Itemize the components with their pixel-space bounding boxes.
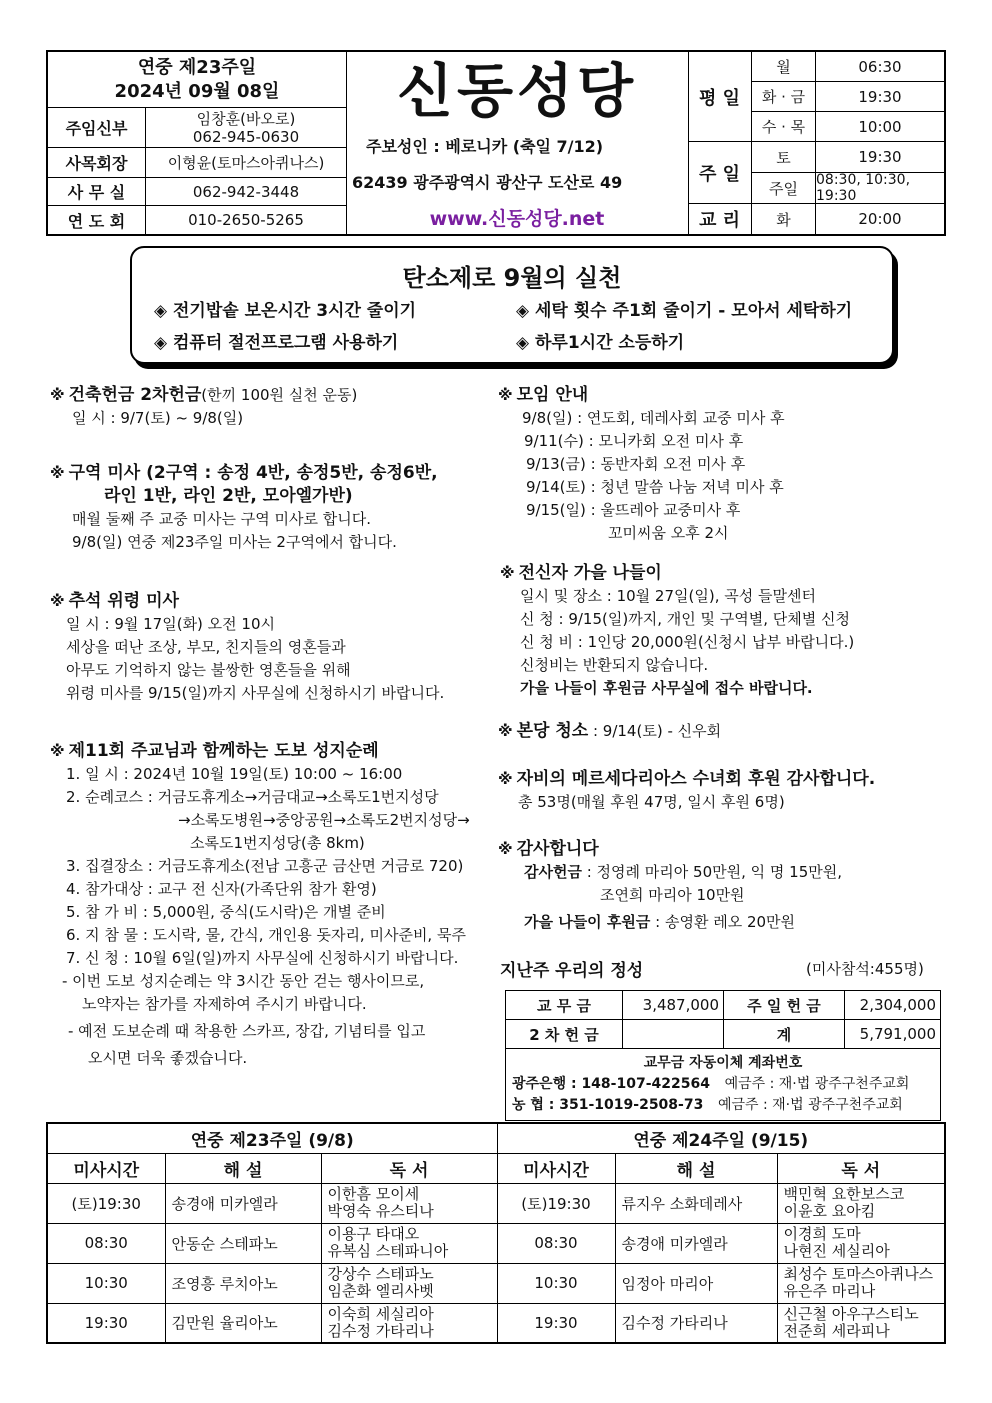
mercedarian-section — [498, 768, 875, 814]
giving-label: 주 일 헌 금 — [724, 991, 845, 1020]
pastor-value — [146, 108, 346, 148]
banner-item: ◈ 컴퓨터 절전프로그램 사용하기 — [154, 333, 399, 353]
banner-title: 탄소제로 9월의 실천 — [402, 264, 622, 292]
weekday-group: 평 일 — [688, 52, 752, 142]
mass-day: 토 — [752, 142, 816, 173]
mass-time: 06:30 — [816, 52, 944, 82]
commentator: 안동순 스테파노 — [165, 1223, 321, 1263]
giving-title: 지난주 우리의 정성 — [500, 961, 644, 981]
reader: 나현진 세실리아 — [783, 1242, 890, 1260]
yeondo-value: 010-2650-5265 — [188, 211, 304, 229]
section-line: 총 53명(매월 후원 47명, 일시 후원 6명) — [518, 793, 785, 811]
section-line: 신 청 비 : 1인당 20,000원(신청시 납부 바랍니다.) — [520, 633, 855, 651]
column-header: 해 설 — [165, 1153, 321, 1183]
note-mark: ※ — [498, 840, 513, 858]
attendance: (미사참석:455명) — [806, 960, 924, 978]
autumn-outing-section — [500, 562, 854, 700]
account-bank: 농 협 : 351-1019-2508-73 — [512, 1097, 704, 1113]
mass-time: 10:00 — [816, 112, 944, 142]
table-row — [506, 991, 941, 1020]
mass-time: 19:30 — [816, 82, 944, 112]
giving-table — [505, 990, 941, 1121]
column-header: 미사시간 — [47, 1153, 165, 1183]
mass-time: 08:30, 10:30, 19:30 — [816, 173, 944, 204]
account-title: 교무금 자동이체 계좌번호 — [643, 1055, 803, 1071]
carbon-zero-banner — [130, 246, 894, 364]
mass-day: 주일 — [752, 173, 816, 204]
thanks-text: : 정영례 마리아 50만원, 익 명 15만원, — [581, 863, 842, 881]
section-title: 감사합니다 — [516, 839, 599, 859]
commentator: 김만원 율리아노 — [165, 1303, 321, 1343]
liturgy-schedule-table — [46, 1122, 946, 1344]
section-line: 4. 참가대상 : 교구 전 신자(가족단위 참가 환영) — [66, 880, 377, 898]
section-line: - 이번 도보 성지순례는 약 3시간 동안 걷는 행사이므로, — [62, 972, 425, 990]
section-title: 자비의 메르세다리아스 수녀회 후원 감사합니다. — [516, 769, 876, 789]
section-title: 추석 위령 미사 — [68, 591, 179, 611]
week-block — [48, 52, 346, 108]
note-mark: ※ — [50, 592, 65, 610]
table-row — [47, 1223, 945, 1263]
district-mass-section — [50, 462, 438, 554]
section-line-bold: 가을 나들이 후원금 사무실에 접수 바랍니다. — [520, 679, 813, 697]
commentator: 임정아 마리아 — [615, 1263, 777, 1303]
reader: 신근철 아우구스티노 — [783, 1304, 919, 1323]
mass-time: 10:30 — [497, 1263, 615, 1303]
section-line: 9/8(일) : 연도회, 데레사회 교중 미사 후 — [522, 409, 785, 427]
note-mark: ※ — [500, 564, 515, 582]
mass-time: 08:30 — [47, 1223, 165, 1263]
section-line: 노약자는 참가를 자제하여 주시기 바랍니다. — [82, 995, 367, 1013]
section-line: 위령 미사를 9/15(일)까지 사무실에 신청하시기 바랍니다. — [66, 684, 445, 702]
council-value: 이형윤(토마스아퀴나스) — [146, 148, 346, 178]
note-mark: ※ — [50, 386, 65, 404]
mass-time: 19:30 — [47, 1303, 165, 1343]
mass-time: 10:30 — [47, 1263, 165, 1303]
table-row — [506, 1020, 941, 1049]
section-line: 일 시 : 9월 17일(화) 오전 10시 — [66, 615, 276, 633]
mass-time: (토)19:30 — [47, 1183, 165, 1223]
section-line: 신 청 : 9/15(일)까지, 개인 및 구역별, 단체별 신청 — [520, 610, 850, 628]
mass-time: (토)19:30 — [497, 1183, 615, 1223]
mass-time: 19:30 — [816, 142, 944, 173]
table-row — [506, 1049, 941, 1121]
week-header: 연중 제24주일 (9/15) — [497, 1123, 945, 1153]
church-name: 신동성당 — [396, 57, 638, 125]
column-header: 미사시간 — [497, 1153, 615, 1183]
commentator: 송경애 미카엘라 — [615, 1223, 777, 1263]
section-title-line2: 라인 1반, 라인 2반, 모아엘가반) — [104, 486, 353, 506]
office-value: 062-942-3448 — [146, 178, 346, 206]
reader: 유복심 스테파니아 — [327, 1242, 449, 1260]
reader: 임춘화 엘리사벳 — [327, 1282, 434, 1300]
patron: 주보성인 : 베로니카 (축일 7/12) — [366, 137, 604, 156]
website-link[interactable]: www.신동성당.net — [429, 208, 605, 230]
reader: 이경희 도마 — [783, 1225, 861, 1243]
commentator: 조영흥 루치아노 — [165, 1263, 321, 1303]
section-title: 본당 청소 — [516, 721, 589, 741]
section-text: : 9/14(토) - 신우회 — [588, 722, 722, 740]
section-line: 6. 지 참 물 : 도시락, 물, 간식, 개인용 돗자리, 미사준비, 묵주 — [66, 926, 466, 944]
section-title-suffix: (한끼 100원 실천 운동) — [201, 386, 358, 404]
giving-label: 2 차 헌 금 — [506, 1020, 623, 1049]
mass-day: 화 — [752, 204, 816, 234]
pastor-phone: 062-945-0630 — [192, 127, 300, 146]
note-mark: ※ — [50, 464, 65, 482]
section-line: 일시 및 장소 : 10월 27일(일), 곡성 들말센터 — [520, 587, 816, 605]
table-row — [47, 1153, 945, 1183]
giving-value: 5,791,000 — [845, 1020, 941, 1049]
section-line: 9/15(일) : 울뜨레아 교중미사 후 — [526, 501, 741, 519]
giving-value: 2,304,000 — [845, 991, 941, 1020]
reader: 김수정 가타리나 — [327, 1321, 434, 1340]
mass-time: 19:30 — [497, 1303, 615, 1343]
mass-day: 화 · 금 — [752, 82, 816, 112]
column-header: 독 서 — [777, 1153, 945, 1183]
yeondo-label: 연 도 회 — [48, 206, 146, 234]
council-label: 사목회장 — [48, 148, 146, 178]
section-line: 2. 순례코스 : 거금도휴게소→거금대교→소록도1번지성당 — [66, 788, 439, 806]
mass-day: 월 — [752, 52, 816, 82]
table-row — [47, 1263, 945, 1303]
sunday-group: 주 일 — [688, 142, 752, 204]
account-bank: 광주은행 : 148-107-422564 — [512, 1076, 710, 1092]
section-line: 9/8(일) 연중 제23주일 미사는 2구역에서 합니다. — [72, 533, 397, 551]
section-line: 9/13(금) : 동반자회 오전 미사 후 — [526, 455, 746, 473]
account-holder: 예금주 : 재·법 광주구천주교회 — [724, 1076, 910, 1092]
section-line: 9/14(토) : 청년 말씀 나눔 저녁 미사 후 — [526, 478, 784, 496]
section-line: →소록도병원→중앙공원→소록도2번지성당→ — [178, 811, 470, 829]
commentator: 류지우 소화데레사 — [615, 1183, 777, 1223]
table-row — [47, 1303, 945, 1343]
note-mark: ※ — [50, 742, 65, 760]
section-line: 오시면 더욱 좋겠습니다. — [88, 1049, 248, 1067]
mass-times — [688, 52, 944, 234]
giving-value: 3,487,000 — [623, 991, 724, 1020]
note-mark: ※ — [498, 386, 513, 404]
cleaning-section — [498, 720, 721, 743]
section-line: 7. 신 청 : 10월 6일(일)까지 사무실에 신청하시기 바랍니다. — [66, 949, 459, 967]
section-line: 3. 집결장소 : 거금도휴게소(전남 고흥군 금산면 거금로 720) — [66, 857, 464, 875]
reader: 강상수 스테파노 — [327, 1265, 434, 1283]
section-line: - 예전 도보순례 때 착용한 스카프, 장갑, 기념티를 입고 — [68, 1022, 426, 1040]
section-line: 5. 참 가 비 : 5,000원, 중식(도시락)은 개별 준비 — [66, 903, 386, 921]
section-title: 모임 안내 — [516, 385, 589, 405]
address: 62439 광주광역시 광산구 도산로 49 — [352, 173, 623, 192]
week-header: 연중 제23주일 (9/8) — [47, 1123, 497, 1153]
reader: 최성수 토마스아퀴나스 — [783, 1265, 934, 1283]
column-header: 독 서 — [321, 1153, 497, 1183]
building-fund-section — [50, 384, 357, 430]
mass-time: 20:00 — [858, 210, 902, 228]
section-title: 전신자 가을 나들이 — [518, 563, 662, 583]
thanks-text: : 송영환 레오 20만원 — [650, 913, 796, 931]
giving-value — [623, 1020, 724, 1049]
week-title: 연중 제23주일 — [137, 56, 257, 78]
reader: 이윤호 요아킴 — [783, 1202, 876, 1220]
giving-label: 계 — [724, 1020, 845, 1049]
section-line: 신청비는 반환되지 않습니다. — [520, 656, 709, 674]
note-mark: ※ — [498, 722, 513, 740]
section-title: 건축헌금 2차헌금 — [68, 385, 202, 405]
thanks-label: 가을 나들이 후원금 — [524, 913, 651, 931]
reader: 백민혁 요한보스코 — [783, 1185, 905, 1203]
column-header: 해 설 — [615, 1153, 777, 1183]
account-holder: 예금주 : 재·법 광주구천주교회 — [717, 1097, 903, 1113]
pastor-label: 주임신부 — [48, 108, 146, 148]
section-line: 세상을 떠난 조상, 부모, 친지들의 영혼들과 — [66, 638, 346, 656]
mass-time: 08:30 — [497, 1223, 615, 1263]
section-line: 소록도1번지성당(총 8km) — [190, 834, 365, 852]
reader: 이숙희 세실리아 — [327, 1304, 434, 1323]
thanks-label: 감사헌금 — [524, 863, 582, 881]
office-label: 사 무 실 — [48, 178, 146, 206]
mass-day: 수 · 목 — [752, 112, 816, 142]
note-mark: ※ — [498, 770, 513, 788]
reader: 이한흠 모이세 — [327, 1185, 420, 1203]
thanks-section — [498, 838, 842, 934]
reader: 박영숙 유스티나 — [327, 1202, 434, 1220]
commentator: 송경애 미카엘라 — [165, 1183, 321, 1223]
week-date: 2024년 09월 08일 — [114, 80, 280, 102]
table-row — [47, 1183, 945, 1223]
banner-item: ◈ 하루1시간 소등하기 — [516, 333, 685, 353]
section-line: 꼬미씨움 오후 2시 — [608, 524, 729, 542]
meetings-section — [498, 384, 785, 545]
banner-item: ◈ 세탁 횟수 주1회 줄이기 - 모아서 세탁하기 — [516, 301, 853, 321]
section-line: 9/11(수) : 모니카회 오전 미사 후 — [524, 432, 744, 450]
giving-label: 교 무 금 — [506, 991, 623, 1020]
section-line: 일 시 : 9/7(토) ~ 9/8(일) — [72, 409, 244, 427]
reader: 이용구 타대오 — [327, 1225, 420, 1243]
thanks-text: 조연희 마리아 10만원 — [600, 886, 745, 904]
header-box — [46, 50, 946, 236]
header-church — [346, 52, 689, 234]
chuseok-mass-section — [50, 590, 444, 705]
section-title: 구역 미사 (2구역 : 송정 4반, 송정5반, 송정6반, — [68, 463, 438, 483]
section-title: 제11회 주교님과 함께하는 도보 성지순례 — [68, 741, 379, 761]
commentator: 김수정 가타리나 — [615, 1303, 777, 1343]
banner-item: ◈ 전기밥솥 보온시간 3시간 줄이기 — [154, 301, 417, 321]
section-line: 1. 일 시 : 2024년 10월 19일(토) 10:00 ~ 16:00 — [66, 765, 403, 783]
section-line: 아무도 기억하지 않는 불쌍한 영혼들을 위해 — [66, 661, 351, 679]
header-info — [48, 52, 347, 234]
reader: 전준희 세라피나 — [783, 1321, 890, 1340]
section-line: 매월 둘째 주 교중 미사는 구역 미사로 합니다. — [72, 510, 371, 528]
pilgrimage-section — [50, 740, 470, 1070]
table-row — [47, 1123, 945, 1153]
catechism-group: 교 리 — [688, 204, 752, 234]
pastor-name: 임창훈(바오로) — [196, 109, 296, 128]
reader: 유은주 마리나 — [783, 1282, 876, 1300]
